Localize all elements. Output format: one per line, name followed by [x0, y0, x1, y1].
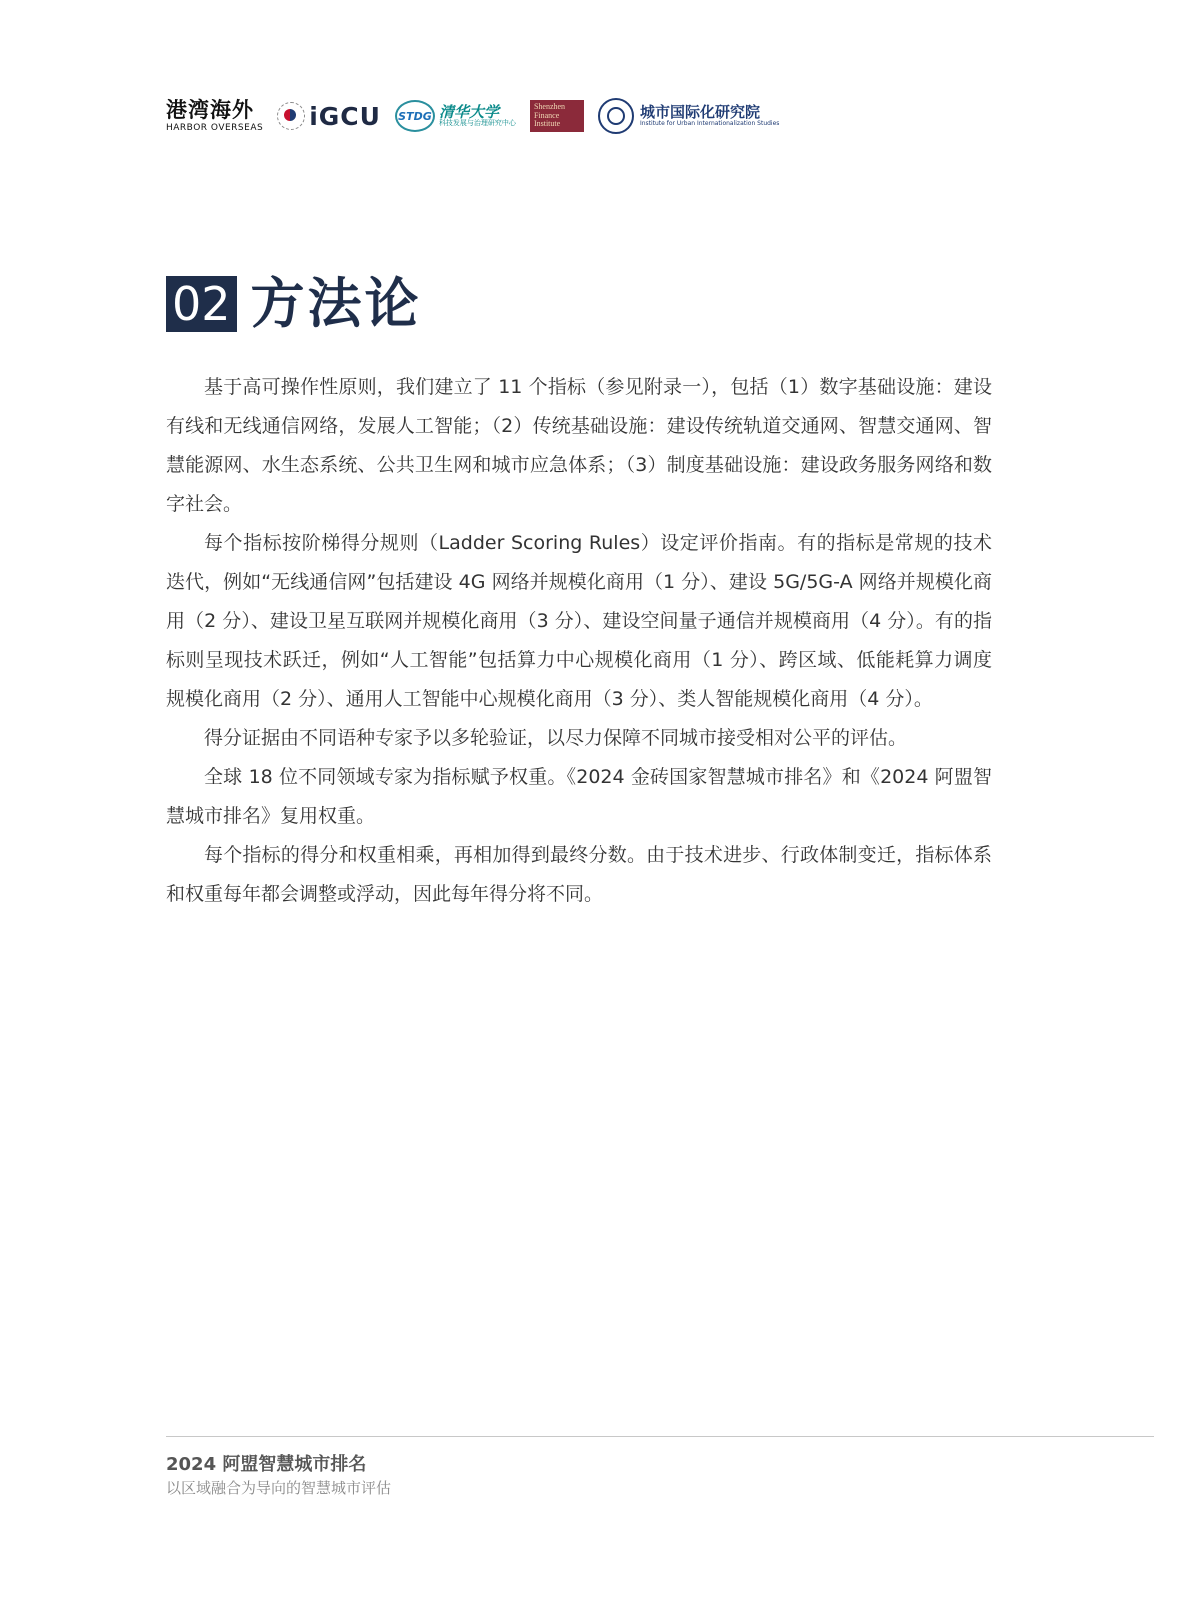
iuis-logo-en: Institute for Urban Internationalization Studies	[639, 119, 780, 127]
tsinghua-logo-sub: 科技发展与治理研究中心	[438, 119, 516, 128]
paragraph: 全球 18 位不同领域专家为指标赋予权重。《2024 金砖国家智慧城市排名》和《2024 阿盟智慧城市排名》复用权重。	[166, 766, 992, 827]
iuis-logo	[598, 98, 779, 134]
footer-subtitle: 以区域融合为导向的智慧城市评估	[166, 1479, 392, 1497]
harbor-overseas-logo	[166, 97, 264, 133]
iuis-logo-cn: 城市国际化研究院	[639, 103, 760, 122]
harbor-overseas-logo-cn: 港湾海外	[166, 97, 254, 122]
section-heading	[166, 272, 422, 335]
iuis-logo-text	[640, 104, 779, 127]
section-title: 方法论	[250, 272, 422, 335]
harbor-overseas-logo-en: HARBOR OVERSEAS	[166, 122, 264, 133]
tsinghua-logo	[439, 104, 516, 128]
body-text	[166, 368, 992, 914]
igcu-emblem-icon	[277, 102, 305, 130]
footer-title: 2024 阿盟智慧城市排名	[166, 1454, 367, 1475]
footer-divider	[166, 1436, 1154, 1437]
paragraph: 每个指标的得分和权重相乘，再相加得到最终分数。由于技术进步、行政体制变迁，指标体系和权重每年都会调整或浮动，因此每年得分将不同。	[166, 844, 992, 905]
tsinghua-logo-cn: 清华大学	[438, 102, 499, 121]
stdg-tsinghua-logo	[395, 100, 516, 132]
iuis-emblem-icon	[598, 98, 634, 134]
igcu-logo	[277, 102, 381, 131]
paragraph: 得分证据由不同语种专家予以多轮验证，以尽力保障不同城市接受相对公平的评估。	[204, 727, 908, 749]
shenzhen-finance-institute-logo	[530, 100, 584, 132]
partner-logos	[166, 96, 793, 136]
paragraph: 基于高可操作性原则，我们建立了 11 个指标（参见附录一），包括（1）数字基础设施：建设有线和无线通信网络，发展人工智能；（2）传统基础设施：建设传统轨道交通网、智慧交通网、智慧能源网、水生态系统、公共卫生网和城市应急体系；（3）制度基础设施：建设政务服务网络和数字社会。	[166, 376, 992, 515]
section-number: 02	[166, 276, 237, 332]
igcu-logo-text: iGCU	[309, 101, 381, 131]
sfi-logo-text: Shenzhen Finance Institute	[530, 100, 584, 132]
paragraph: 每个指标按阶梯得分规则（Ladder Scoring Rules）设定评价指南。有的指标是常规的技术迭代，例如“无线通信网”包括建设 4G 网络并规模化商用（1 分）、建设 5G/5G-A 网络并规模化商用（2 分）、建设卫星互联网并规模化商用（3 分）、建设空间量子通信并规模商用（4 分）。有的指标则呈现技术跃迁，例如“人工智能”包括算力中心规模化商用（1 分）、跨区域、低能耗算力调度规模化商用（2 分）、通用人工智能中心规模化商用（3 分）、类人智能规模化商用（4 分）。	[166, 532, 992, 710]
stdg-emblem-icon: STDG	[395, 100, 435, 132]
